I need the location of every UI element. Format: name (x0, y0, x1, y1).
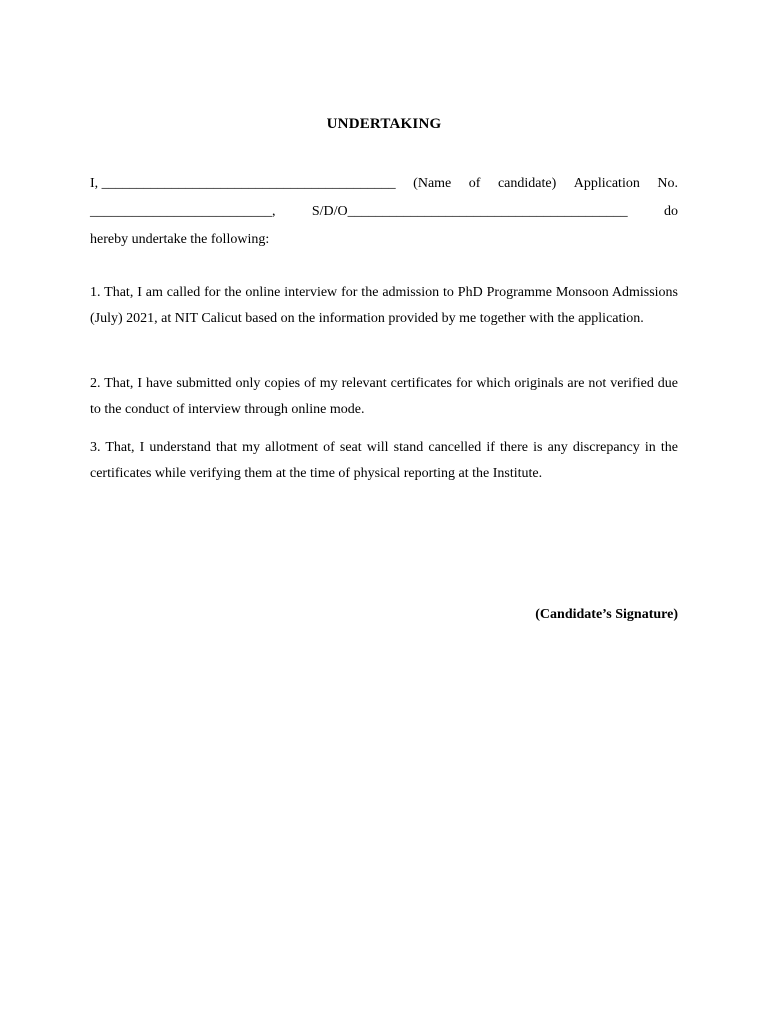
of-word: of (468, 176, 481, 191)
intro-line-1 (90, 175, 678, 193)
intro-line-3: hereby undertake the following: (90, 232, 270, 247)
intro-line-2 (90, 203, 678, 221)
undertaking-point-3: 3. That, I understand that my allotment of seat will stand cancelled if there is any discrepancy in the certificates while verifying them at the time of physical reporting at the Institute. (90, 440, 678, 481)
undertaking-point-2: 2. That, I have submitted only copies of my relevant certificates for which originals are not verified due to the conduct of interview through online mode. (90, 376, 678, 417)
intro-prefix: I, __________________________________________ (90, 176, 396, 191)
do-word: do (663, 204, 678, 219)
candidate-name-blank: __________________________________________ (101, 176, 396, 191)
name-label: (Name (413, 176, 452, 191)
no-word: No. (657, 176, 678, 191)
application-word: Application (573, 176, 640, 191)
candidate-word: candidate) (497, 176, 557, 191)
candidate-signature-label: (Candidate’s Signature) (535, 607, 678, 622)
undertaking-point-1: 1. That, I am called for the online interview for the admission to PhD Programme Monsoon Admissions (July) 2021, at NIT Calicut based on the information provided by me together with the application. (90, 285, 678, 326)
application-number-blank: __________________________, (90, 204, 276, 219)
document-title: UNDERTAKING (326, 116, 442, 132)
parent-name-blank: S/D/O________________________________________ (311, 204, 628, 219)
